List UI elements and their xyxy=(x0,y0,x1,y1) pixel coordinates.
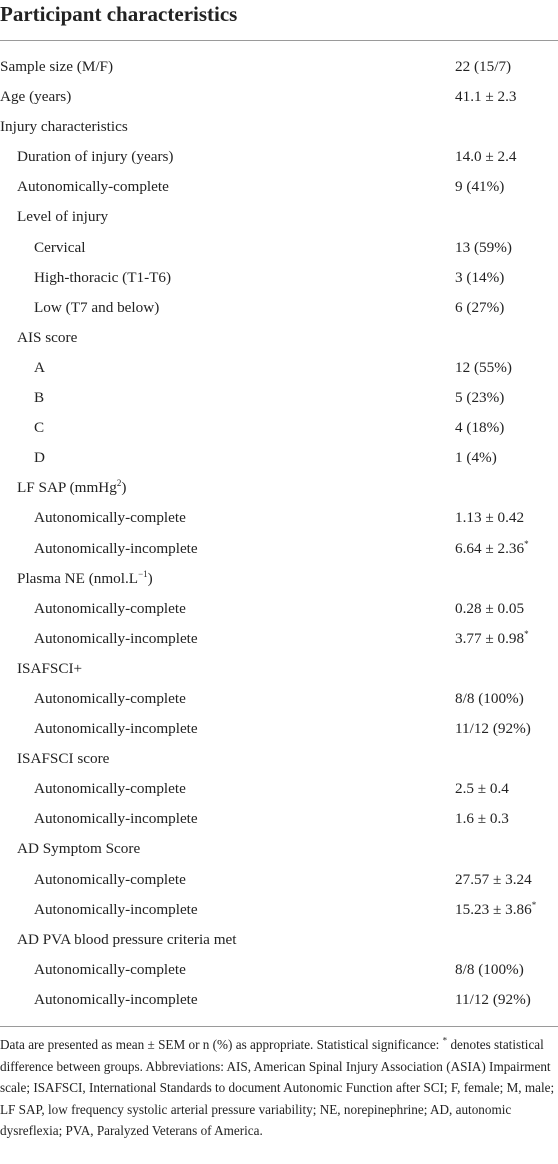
row-label-superscript: −1 xyxy=(138,568,148,579)
row-label-text: Age (years) xyxy=(0,88,72,106)
row-label-text: Autonomically-incomplete xyxy=(34,900,198,918)
footnote-text-2: denotes statistical difference between groups. Abbreviations: AIS, American Spinal Injury Association (ASIA) Impairment scale; ISAFSCI, International Standards to document Autonomic Function after SCI; F, female; M, male; LF SAP, low frequency systolic arterial pressure variability; NE, norepinephrine; AD, autonomic dysreflexia; PVA, Paralyzed Veterans of America. xyxy=(0,1037,555,1138)
top-rule xyxy=(0,40,558,41)
row-value xyxy=(455,684,524,714)
row-label-text: AD Symptom Score xyxy=(17,840,141,858)
row-label xyxy=(17,834,140,864)
table-row xyxy=(0,925,558,955)
table-row xyxy=(0,202,558,232)
row-label-text: A xyxy=(34,358,45,376)
row-label xyxy=(34,233,85,263)
row-value xyxy=(455,503,524,533)
row-value xyxy=(455,985,531,1015)
row-label xyxy=(34,804,198,834)
row-label-text: High-thoracic (T1-T6) xyxy=(34,268,172,286)
row-label-text: Autonomically-complete xyxy=(34,870,186,888)
row-label-text: Autonomically-incomplete xyxy=(34,720,198,738)
footnote-asterisk: * xyxy=(442,1035,448,1046)
row-value xyxy=(455,443,497,473)
table-row xyxy=(0,503,558,533)
row-value xyxy=(455,774,509,804)
row-label xyxy=(34,985,198,1015)
table-title: Participant characteristics xyxy=(0,2,238,26)
row-value xyxy=(455,353,512,383)
row-label xyxy=(34,413,44,443)
table-row xyxy=(0,834,558,864)
table-row xyxy=(0,413,558,443)
row-value xyxy=(455,624,529,654)
table-row xyxy=(0,895,558,925)
significance-marker: * xyxy=(524,628,529,639)
row-label xyxy=(0,82,71,112)
row-label-suffix: ) xyxy=(121,479,127,497)
table-row xyxy=(0,624,558,654)
row-label xyxy=(34,895,198,925)
row-value xyxy=(455,865,532,895)
row-label xyxy=(17,564,153,594)
row-label-text: Autonomically-complete xyxy=(34,689,186,707)
table-row xyxy=(0,774,558,804)
row-label-text: ISAFSCI+ xyxy=(17,659,83,677)
row-label xyxy=(34,594,186,624)
row-value xyxy=(455,413,504,443)
table-body xyxy=(0,52,558,1015)
row-label-text: Low (T7 and below) xyxy=(34,298,160,316)
table-row xyxy=(0,594,558,624)
row-label xyxy=(0,52,113,82)
row-value-text: 9 (41%) xyxy=(455,178,505,196)
table-footnote xyxy=(0,1034,556,1142)
row-value-text: 2.5 ± 0.4 xyxy=(455,780,509,798)
row-value xyxy=(455,383,504,413)
row-value-text: 3 (14%) xyxy=(455,268,505,286)
row-label xyxy=(0,112,128,142)
row-value xyxy=(455,804,509,834)
row-label-text: Plasma NE (nmol.L xyxy=(17,569,139,587)
row-label-text: Autonomically-incomplete xyxy=(34,810,198,828)
table-row xyxy=(0,985,558,1015)
table-row xyxy=(0,293,558,323)
row-value xyxy=(455,233,512,263)
table-row xyxy=(0,263,558,293)
row-label xyxy=(34,353,45,383)
table-row xyxy=(0,323,558,353)
row-label-superscript: 2 xyxy=(116,478,122,489)
row-label xyxy=(34,684,186,714)
significance-marker: * xyxy=(524,538,529,549)
row-value-text: 8/8 (100%) xyxy=(455,960,524,978)
row-value xyxy=(455,293,504,323)
row-value xyxy=(455,955,524,985)
row-label xyxy=(34,443,45,473)
row-value-text: 11/12 (92%) xyxy=(455,990,531,1008)
row-label-text: C xyxy=(34,419,45,437)
row-label-text: Level of injury xyxy=(17,208,109,226)
row-label xyxy=(34,503,186,533)
table-row xyxy=(0,684,558,714)
row-value-text: 0.28 ± 0.05 xyxy=(455,599,525,617)
row-label-suffix: ) xyxy=(147,569,153,587)
table-row xyxy=(0,714,558,744)
table-row xyxy=(0,172,558,202)
footnote-text-1: Data are presented as mean ± SEM or n (%) as appropriate. Statistical significance: xyxy=(0,1037,443,1052)
row-label xyxy=(34,534,198,564)
row-label xyxy=(34,865,186,895)
row-label-text: AIS score xyxy=(17,328,78,346)
row-label xyxy=(34,263,171,293)
table-row xyxy=(0,804,558,834)
row-label-text: Autonomically-complete xyxy=(34,960,186,978)
row-label xyxy=(34,774,186,804)
row-label-text: Autonomically-incomplete xyxy=(34,990,198,1008)
row-label-text: ISAFSCI score xyxy=(17,750,110,768)
table-row xyxy=(0,443,558,473)
row-label-text: Autonomically-complete xyxy=(34,599,186,617)
row-label xyxy=(17,142,173,172)
row-label-text: Autonomically-incomplete xyxy=(34,629,198,647)
table-row xyxy=(0,142,558,172)
row-value xyxy=(455,895,536,925)
row-value xyxy=(455,534,529,564)
row-value xyxy=(455,82,517,112)
row-value-text: 4 (18%) xyxy=(455,419,505,437)
row-label-text: Autonomically-incomplete xyxy=(34,539,198,557)
row-label xyxy=(34,383,44,413)
row-label-text: Cervical xyxy=(34,238,86,256)
row-value-text: 6 (27%) xyxy=(455,298,505,316)
row-label xyxy=(17,323,77,353)
row-value-text: 14.0 ± 2.4 xyxy=(455,148,517,166)
row-label-text: LF SAP (mmHg xyxy=(17,479,117,497)
row-value-text: 13 (59%) xyxy=(455,238,512,256)
table-row xyxy=(0,744,558,774)
row-value xyxy=(455,714,531,744)
table-row xyxy=(0,82,558,112)
row-label xyxy=(34,955,186,985)
row-value xyxy=(455,142,517,172)
row-label-text: Injury characteristics xyxy=(0,118,128,136)
row-value-text: 1 (4%) xyxy=(455,449,497,467)
row-label xyxy=(17,744,109,774)
significance-marker: * xyxy=(531,899,537,910)
row-label xyxy=(17,202,108,232)
row-value-text: 11/12 (92%) xyxy=(455,720,531,738)
table-row xyxy=(0,112,558,142)
row-value xyxy=(455,172,504,202)
row-value xyxy=(455,52,511,82)
row-label xyxy=(34,624,198,654)
row-value-text: 12 (55%) xyxy=(455,358,512,376)
row-value-text: 1.13 ± 0.42 xyxy=(455,509,525,527)
table-row xyxy=(0,654,558,684)
row-label-text: B xyxy=(34,389,45,407)
row-value-text: 41.1 ± 2.3 xyxy=(455,88,517,106)
row-label-text: Autonomically-complete xyxy=(34,780,186,798)
table-row xyxy=(0,564,558,594)
row-label xyxy=(17,473,126,503)
table-row xyxy=(0,473,558,503)
table-row xyxy=(0,865,558,895)
bottom-rule xyxy=(0,1026,558,1027)
row-value-text: 22 (15/7) xyxy=(455,58,512,75)
row-label xyxy=(34,714,198,744)
row-value-text: 1.6 ± 0.3 xyxy=(455,810,509,828)
row-label xyxy=(17,654,82,684)
row-value-text: 3.77 ± 0.98 xyxy=(455,629,525,647)
row-value-text: 15.23 ± 3.86 xyxy=(455,900,532,918)
row-label-text: Sample size (M/F) xyxy=(0,58,114,75)
table-row xyxy=(0,52,558,82)
row-value xyxy=(455,594,524,624)
table-row xyxy=(0,534,558,564)
row-label-text: Autonomically-complete xyxy=(17,178,169,196)
row-value-text: 5 (23%) xyxy=(455,389,505,407)
row-label xyxy=(34,293,159,323)
row-label-text: AD PVA blood pressure criteria met xyxy=(17,930,237,948)
row-label xyxy=(17,925,236,955)
table-row xyxy=(0,353,558,383)
table-row xyxy=(0,955,558,985)
row-value xyxy=(455,263,504,293)
row-label-text: Duration of injury (years) xyxy=(17,148,174,166)
row-label-text: D xyxy=(34,449,45,467)
row-value-text: 27.57 ± 3.24 xyxy=(455,870,532,888)
table-row xyxy=(0,233,558,263)
table-row xyxy=(0,383,558,413)
row-value-text: 6.64 ± 2.36 xyxy=(455,539,525,557)
row-value-text: 8/8 (100%) xyxy=(455,689,524,707)
row-label-text: Autonomically-complete xyxy=(34,509,186,527)
row-label xyxy=(17,172,169,202)
